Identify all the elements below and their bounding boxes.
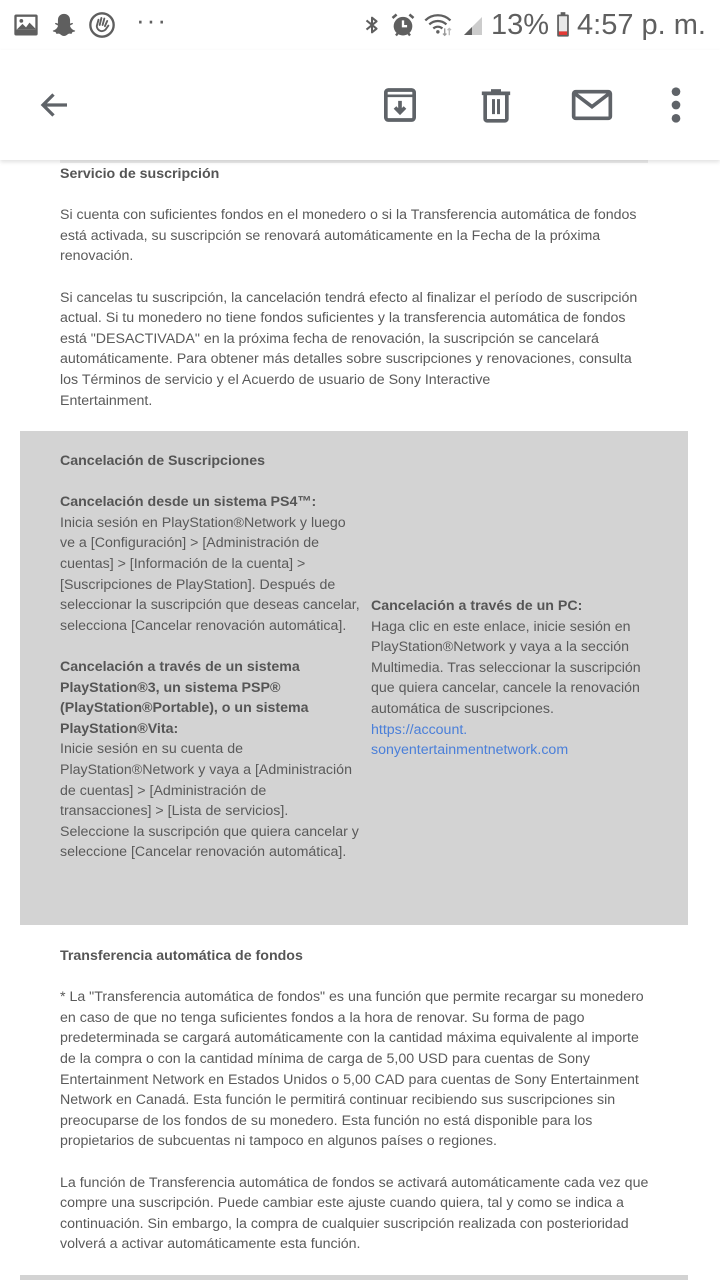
email-body[interactable] [0, 160, 720, 1280]
more-options-button[interactable] [648, 77, 704, 133]
snapchat-icon [50, 11, 78, 39]
paragraph-continuation: Entertainment. [60, 392, 153, 409]
wave-hand-icon [88, 11, 116, 39]
mark-unread-button[interactable] [564, 77, 620, 133]
paragraph: Si cancelas tu suscripción, la cancelación tendrá efecto al finalizar el período de suscripción actual. Si tu monedero no tiene fondos suficientes y la transferencia automática de fondos está "DESACTIVADA" en la próxima fecha de renovación, la suscripción se cancelará automáticamente. Para obtener más detalles sobre suscripciones y renovaciones, consulta los Términos de servicio y el Acuerdo de usuario de Sony Interactive [60, 289, 638, 388]
ps4-cancellation-body: Inicia sesión en PlayStation®Network y luego ve a [Configuración] > [Administración de cuentas] > [Información de la cuenta] > [Suscripciones de PlayStation]. Después de seleccionar la suscripción que deseas cancelar, selecciona [Cancelar renovación automática]. [60, 514, 360, 634]
notification-icons [12, 4, 168, 41]
delete-button[interactable] [468, 77, 524, 133]
email-toolbar [0, 50, 720, 160]
ps3-cancellation-body: Inicie sesión en su cuenta de PlayStation®Network y vaya a [Administración de cuentas] > [Administración de transacciones] > [Lista de servicios]. Seleccione la suscripción que quiera cancelar y seleccione [Cancelar renovación automática]. [60, 741, 359, 861]
arrow-left-icon [37, 87, 73, 123]
paragraph: La función de Transferencia automática de fondos se activará automáticamente cada vez que compre una suscripción. Puede cambiar este ajuste cuando quiera, tal y como se indica a continuación. Sin embargo, la compra de cualquier suscripción realizada con posterioridad volverá a activar automáticamente esta función. [60, 1174, 649, 1253]
archive-icon [380, 85, 420, 125]
ps4-cancellation-title: Cancelación desde un sistema PS4™: [60, 494, 317, 511]
divider [60, 160, 648, 163]
gallery-icon [12, 11, 40, 39]
status-bar [0, 0, 720, 50]
more-vert-icon [668, 85, 684, 125]
ps3-cancellation-title: Cancelación a través de un sistema PlayStation®3, un sistema PSP® (PlayStation®Portable), o un sistema PlayStation®Vita: [60, 658, 309, 737]
paragraph: * La "Transferencia automática de fondos" es una función que permite recargar su monedero en caso de que no tenga suficientes fondos a la hora de renovar. Su forma de pago predeterminada se cargará automáticamente con la cantidad máxima equivalente al importe de la compra o con la cantidad mínima de carga de 5,00 USD para cuentas de Sony Entertainment Network en Estados Unidos o 5,00 CAD para cuentas de Sony Entertainment Network en Canadá. Esta función le permitirá continuar recibiendo sus suscripciones sin preocuparse de los fondos de su monedero. Esta función no está disponible para los propietarios de subcuentas ni tampoco en algunos países o regiones. [60, 989, 644, 1150]
account-link-line2[interactable]: sonyentertainmentnetwork.com [371, 742, 569, 759]
archive-button[interactable] [372, 77, 428, 133]
next-panel-edge [20, 1275, 688, 1280]
battery-icon [555, 11, 571, 39]
section-heading: Servicio de suscripción [60, 166, 220, 182]
paragraph: Si cuenta con suficientes fondos en el monedero o si la Transferencia automática de fondos está activada, su suscripción se renovará automáticamente en la Fecha de la próxima renovación. [60, 207, 637, 265]
delete-icon [476, 85, 516, 125]
pc-cancellation-title: Cancelación a través de un PC: [371, 598, 583, 614]
cancellation-panel [20, 431, 688, 925]
signal-icon [461, 11, 485, 39]
back-button[interactable] [27, 77, 83, 133]
subscription-service-section [60, 164, 650, 411]
bluetooth-icon [361, 11, 383, 39]
account-link-line1[interactable]: https://account. [371, 721, 468, 738]
alarm-icon [389, 11, 417, 39]
cancellation-right-column [371, 596, 661, 761]
cancellation-left-column [60, 451, 360, 863]
clock-time: 4:57 p. m. [577, 8, 706, 41]
system-status [361, 7, 706, 43]
auto-funding-section [60, 946, 650, 1255]
battery-percent: 13% [490, 8, 550, 41]
pc-cancellation-body: Haga clic en este enlace, inicie sesión en PlayStation®Network y vaya a la sección Multimedia. Tras seleccionar la suscripción que quiera cancelar, cancele la renovación automática de suscripciones. [371, 618, 641, 717]
more-notifications-indicator: ··· [136, 4, 168, 35]
section-heading: Cancelación de Suscripciones [60, 453, 266, 469]
mark-unread-icon [570, 85, 614, 125]
section-heading: Transferencia automática de fondos [60, 948, 303, 964]
wifi-icon [423, 11, 455, 39]
account-link[interactable] [371, 722, 568, 759]
